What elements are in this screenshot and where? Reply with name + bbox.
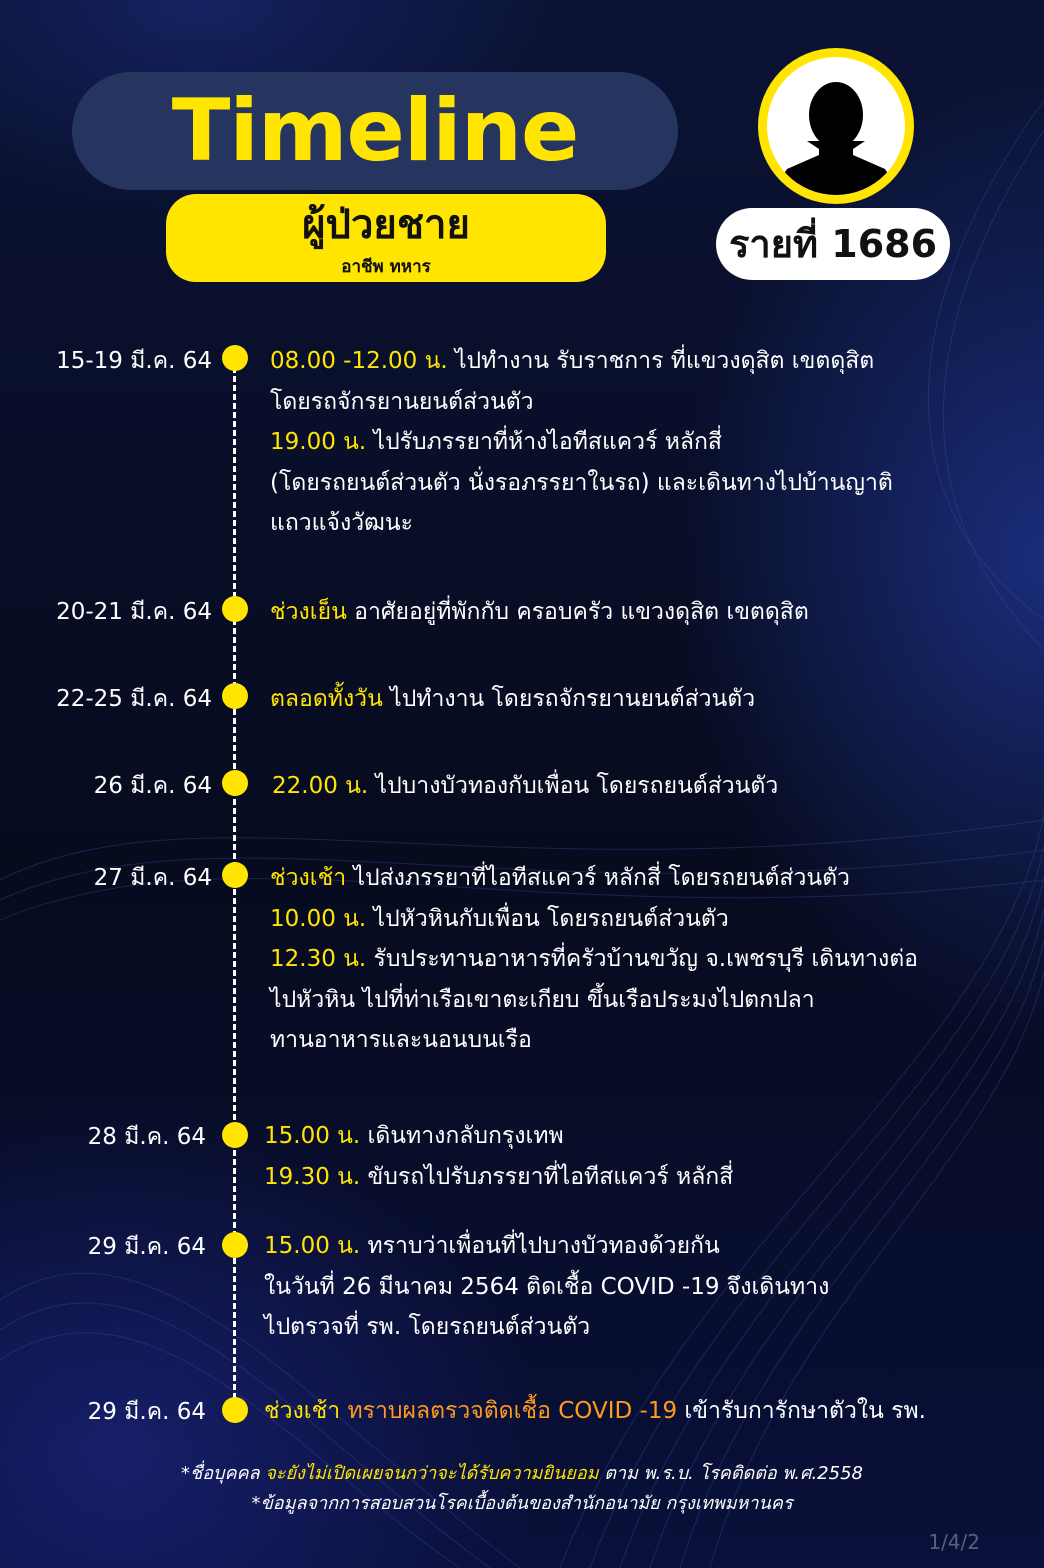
timeline-entry: 15.00 น. ทราบว่าเพื่อนที่ไปบางบัวทองด้วยกัน ในวันที่ 26 มีนาคม 2564 ติดเชื้อ COVID -19 จึงเดินทาง ไปตรวจที่ รพ. โดยรถยนต์ส่วนตัว: [264, 1233, 830, 1340]
avatar: [758, 48, 914, 204]
footer-note-source: *ข้อมูลจากการสอบสวนโรคเบื้องต้นของสำนักอนามัย กรุงเทพมหานคร: [251, 1493, 793, 1514]
entry-date: 22-25 มี.ค. 64: [56, 686, 212, 712]
page-title: Timeline: [171, 81, 579, 181]
occupation-label: อาชีพ ทหาร: [341, 257, 431, 277]
footer-note-privacy: *ชื่อบุคคล จะยังไม่เปิดเผยจนกว่าจะได้รับความยินยอม ตาม พ.ร.บ. โรคติดต่อ พ.ศ.2558: [181, 1463, 863, 1484]
timeline-dot: [222, 770, 248, 796]
person-silhouette-icon: [767, 57, 905, 195]
timeline-entry: 08.00 -12.00 น. ไปทำงาน รับราชการ ที่แขวงดุสิต เขตดุสิต โดยรถจักรยานยนต์ส่วนตัว 19.00 น. ไปรับภรรยาที่ห้างไอทีสแควร์ หลักสี่ (โดยรถยนต์ส่วนตัว นั่งรอภรรยาในรถ) และเดินทางไปบ้านญาติ แถวแจ้งวัฒนะ: [270, 348, 893, 536]
timeline-dot: [222, 862, 248, 888]
patient-label: ผู้ป่วยชาย: [302, 202, 470, 248]
timeline-dot: [222, 1397, 248, 1423]
entry-date: 28 มี.ค. 64: [87, 1124, 206, 1150]
timeline-entry: ช่วงเช้า ทราบผลตรวจติดเชื้อ COVID -19 เข้ารับการักษาตัวใน รพ.: [264, 1398, 926, 1424]
timeline-entry: ช่วงเช้า ไปส่งภรรยาที่ไอทีสแควร์ หลักสี่ โดยรถยนต์ส่วนตัว 10.00 น. ไปหัวหินกับเพื่อน โดยรถยนต์ส่วนตัว 12.30 น. รับประทานอาหารที่ครัวบ้านขวัญ จ.เพชรบุรี เดินทางต่อ ไปหัวหิน ไปที่ท่าเรือเขาตะเกียบ ขึ้นเรือประมงไปตกปลา ทานอาหารและนอนบนเรือ: [270, 865, 918, 1053]
page-number: 1/4/2: [928, 1530, 980, 1554]
timeline-dot: [222, 596, 248, 622]
entry-date: 27 มี.ค. 64: [93, 865, 212, 891]
case-number: รายที่ 1686: [728, 222, 938, 266]
timeline-entry: 15.00 น. เดินทางกลับกรุงเทพ 19.30 น. ขับรถไปรับภรรยาที่ไอทีสแควร์ หลักสี่: [264, 1123, 734, 1190]
entry-date: 29 มี.ค. 64: [87, 1234, 206, 1260]
timeline-entry: ช่วงเย็น อาศัยอยู่ที่พักกับ ครอบครัว แขวงดุสิต เขตดุสิต: [270, 599, 809, 625]
timeline-entry: 22.00 น. ไปบางบัวทองกับเพื่อน โดยรถยนต์ส่วนตัว: [272, 773, 779, 799]
timeline-dot: [222, 1122, 248, 1148]
entry-date: 26 มี.ค. 64: [93, 773, 212, 799]
entry-date: 15-19 มี.ค. 64: [56, 348, 212, 374]
timeline-entry: ตลอดทั้งวัน ไปทำงาน โดยรถจักรยานยนต์ส่วนตัว: [270, 686, 756, 712]
timeline-dot: [222, 345, 248, 371]
timeline-dot: [222, 1232, 248, 1258]
entry-date: 20-21 มี.ค. 64: [56, 599, 212, 625]
entry-date: 29 มี.ค. 64: [87, 1399, 206, 1425]
timeline-dot: [222, 683, 248, 709]
